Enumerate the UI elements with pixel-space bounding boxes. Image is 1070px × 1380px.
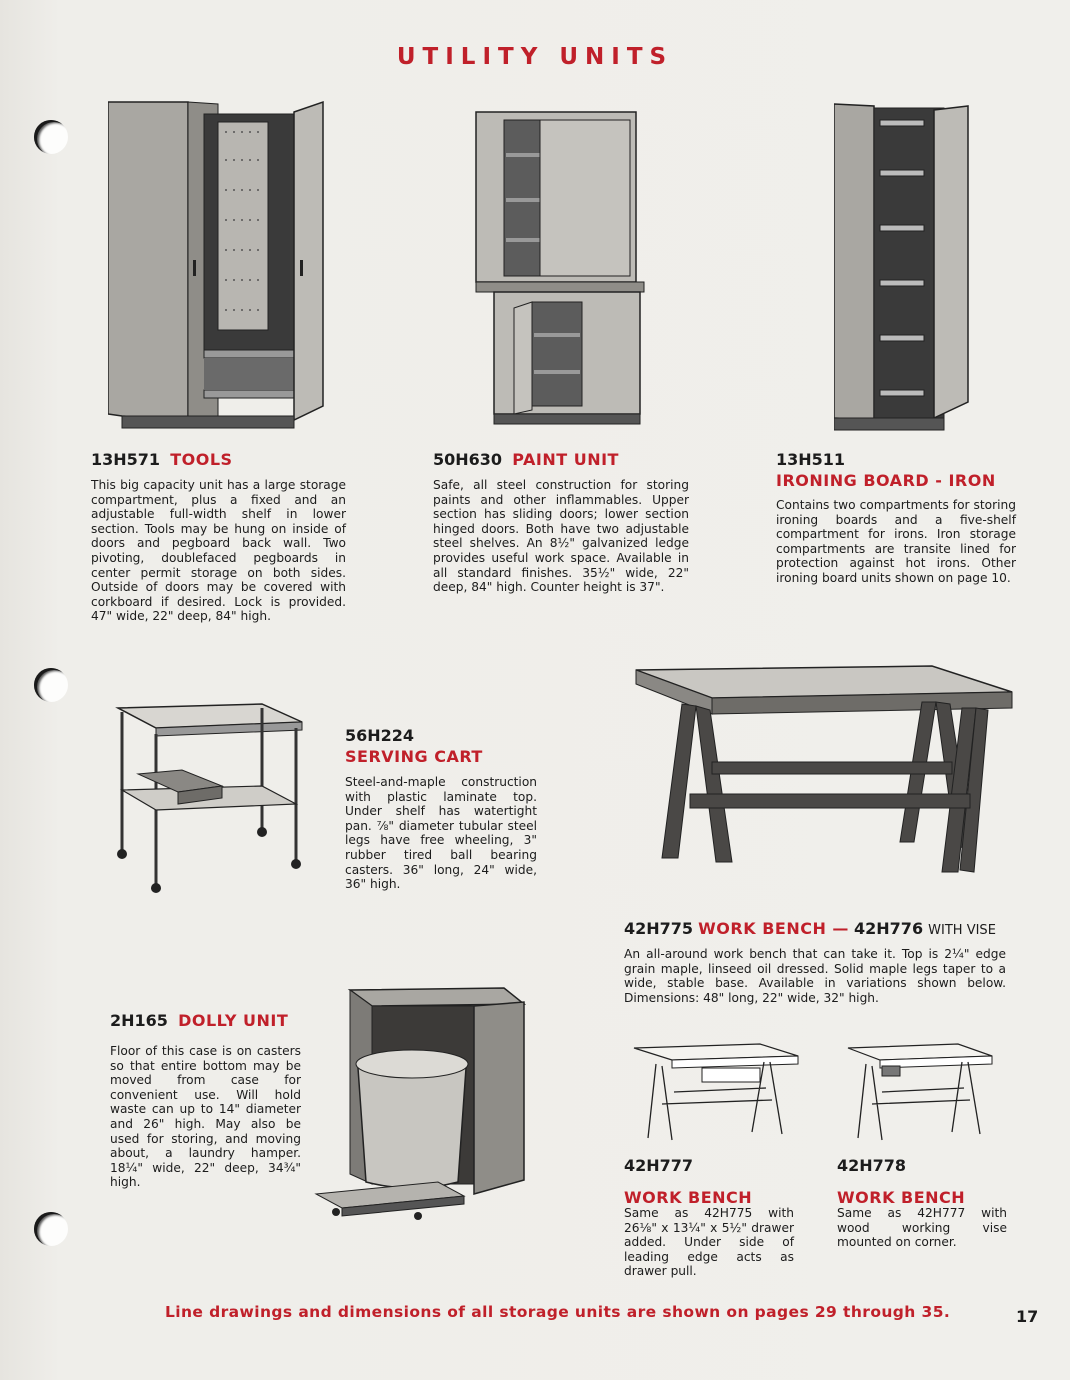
- product-code: 42H777: [624, 1156, 694, 1175]
- ironing-unit-illustration: [834, 100, 974, 436]
- dolly-unit-illustration: [314, 984, 530, 1220]
- binder-hole: [34, 668, 68, 702]
- product-name: TOOLS: [170, 450, 233, 469]
- product-code: 56H224: [345, 726, 415, 745]
- product-suffix: WITH VISE: [928, 923, 996, 938]
- bench778-description: Same as 42H777 with wood working vise mounted on corner.: [837, 1206, 1007, 1250]
- tools-cabinet-illustration: [108, 100, 328, 436]
- product-code: 13H511: [776, 450, 846, 469]
- product-name: PAINT UNIT: [512, 450, 619, 469]
- tools-description: This big capacity unit has a large storage compartment, plus a fixed and an adjustable full-width shelf in lower section. Tools may be hung on inside of doors and pegboard back wall. Two pivoting, doublefaced pegboards in center permit storage on both sides. Outside of doors may be covered with corkboard if desired. Lock is provided. 47" wide, 22" deep, 84" high.: [91, 478, 346, 624]
- work-bench-illustration: [632, 662, 1016, 882]
- bench-description: An all-around work bench that can take it. Top is 2¼" edge grain maple, linseed oil dressed. Solid maple legs taper to a wide, stable base. Available in variations shown below. Dimensions: 48" long, 22" wide, 32" high.: [624, 947, 1006, 1005]
- bench778-heading: [837, 1155, 1017, 1208]
- product-code: 42H775: [624, 919, 694, 938]
- paint-unit-illustration: [474, 110, 646, 428]
- bench777-heading: [624, 1155, 804, 1208]
- ironing-heading: [776, 449, 1016, 491]
- product-name: WORK BENCH: [624, 1188, 753, 1207]
- product-code: 13H571: [91, 450, 161, 469]
- ironing-description: Contains two compartments for storing ironing boards and a five-shelf compartment for irons. Iron storage compartments are transite lined for protection against hot irons. Other ironing board units shown on page 10.: [776, 498, 1016, 585]
- serving-cart-illustration: [112, 700, 304, 896]
- tools-heading: [91, 449, 233, 470]
- binder-hole: [34, 120, 68, 154]
- bench777-description: Same as 42H775 with 26⅛" x 13¼" x 5½" drawer added. Under side of leading edge acts as drawer pull.: [624, 1206, 794, 1279]
- product-code: 2H165: [110, 1011, 168, 1030]
- dolly-heading: [110, 1010, 288, 1031]
- work-bench-778-illustration: [846, 1042, 996, 1142]
- product-name: IRONING BOARD - IRON: [776, 471, 996, 490]
- product-code: 42H778: [837, 1156, 907, 1175]
- paint-description: Safe, all steel construction for storing paints and other inflammables. Upper section has sliding doors; lower section hinged doors. Both have two adjustable steel shelves. An 8½" galvanized ledge provides useful work space. Available in all standard finishes. 35½" wide, 22" deep, 84" high. Counter height is 37".: [433, 478, 689, 595]
- bench-heading: [624, 918, 996, 941]
- product-name: WORK BENCH: [837, 1188, 966, 1207]
- binder-hole: [34, 1212, 68, 1246]
- page-number: 17: [1016, 1307, 1039, 1326]
- footer-note: Line drawings and dimensions of all storage units are shown on pages 29 through 35.: [165, 1303, 951, 1321]
- product-code-alt: 42H776: [854, 919, 924, 938]
- work-bench-777-illustration: [632, 1042, 802, 1142]
- product-name: WORK BENCH —: [698, 919, 849, 938]
- product-name: SERVING CART: [345, 747, 483, 766]
- cart-heading: [345, 725, 565, 767]
- product-name: DOLLY UNIT: [178, 1011, 289, 1030]
- page-title: UTILITY UNITS: [396, 44, 674, 70]
- cart-description: Steel-and-maple construction with plastic laminate top. Under shelf has watertight pan. ⅞" diameter tubular steel legs have free wheeling, 3" rubber tired ball bearing casters. 36" long, 24" wide, 36" high.: [345, 775, 537, 892]
- dolly-description: Floor of this case is on casters so that entire bottom may be moved from case for convenient use. Will hold waste can up to 14" diameter and 26" high. May also be used for storing, and moving about, a laundry hamper. 18¼" wide, 22" deep, 34¾" high.: [110, 1044, 301, 1190]
- paint-heading: [433, 449, 619, 470]
- product-code: 50H630: [433, 450, 503, 469]
